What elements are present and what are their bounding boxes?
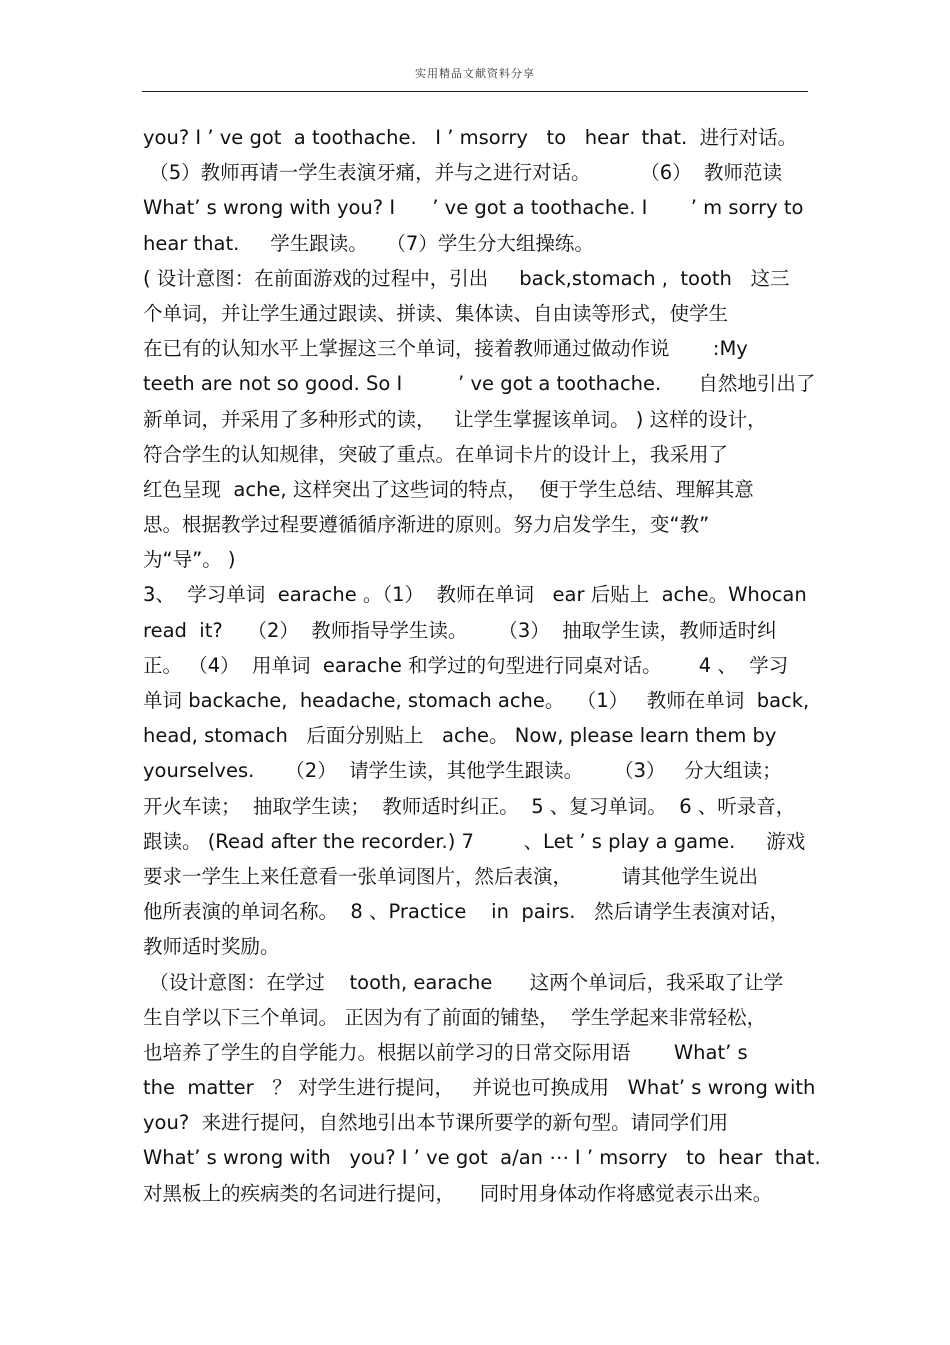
body-text <box>143 120 821 1211</box>
text-line: 个单词，并让学生通过跟读、拼读、集体读、自由读等形式，使学生 <box>143 301 729 325</box>
text-line: 为“导”。 ) <box>143 548 236 572</box>
text-line: 对黑板上的疾病类的名词进行提问， 同时用身体动作将感觉表示出来。 <box>143 1181 773 1205</box>
text-line: 要求一学生上来任意看一张单词图片，然后表演， 请其他学生说出 <box>143 864 759 888</box>
text-line: hear that. 学生跟读。 （7）学生分大组操练。 <box>143 231 594 255</box>
text-line: the matter ？ 对学生进行提问， 并说也可换成用 What’ s wrong with <box>143 1076 816 1100</box>
text-line: head, stomach 后面分别贴上 ache。 Now, please learn them by <box>143 724 777 748</box>
text-line: 红色呈现 ache, 这样突出了这些词的特点， 便于学生总结、理解其意 <box>143 477 754 501</box>
text-line: 生自学以下三个单词。 正因为有了前面的铺垫， 学生学起来非常轻松， <box>143 1005 767 1029</box>
header-divider <box>142 91 808 92</box>
text-line: yourselves. （2） 请学生读，其他学生跟读。 （3） 分大组读； <box>143 759 782 783</box>
text-line: 单词 backache, headache, stomach ache。 （1） 教师在单词 back, <box>143 689 810 712</box>
text-line: 开火车读； 抽取学生读； 教师适时纠正。 5 、复习单词。 6 、听录音， <box>143 794 796 818</box>
text-line: 符合学生的认知规律，突破了重点。在单词卡片的设计上，我采用了 <box>143 442 729 466</box>
text-line: 正。 （4） 用单词 earache 和学过的句型进行同桌对话。 4 、 学习 <box>143 653 789 677</box>
text-line: （5）教师再请一学生表演牙痛，并与之进行对话。 （6） 教师范读 <box>143 161 782 185</box>
text-line: you? 来进行提问，自然地引出本节课所要学的新句型。请同学们用 <box>143 1111 729 1135</box>
text-line: 他所表演的单词名称。 8 、Practice in pairs. 然后请学生表演对话， <box>143 900 790 924</box>
text-line: 思。根据教学过程要遵循循序渐进的原则。努力启发学生，变“教” <box>143 513 710 537</box>
text-line: （设计意图：在学过 tooth, earache 这两个单词后，我采取了让学 <box>143 970 784 994</box>
text-line: teeth are not so good. So I ’ ve got a toothache. 自然地引出了 <box>143 372 816 396</box>
text-line: 跟读。 (Read after the recorder.) 7 、Let ’ s play a game. 游戏 <box>143 829 806 853</box>
page-header-title: 实用精品文献资料分享 <box>415 67 535 80</box>
text-line: you? I ’ ve got a toothache. I ’ msorry to hear that. 进行对话。 <box>143 126 798 149</box>
text-line: 新单词，并采用了多种形式的读， 让学生掌握该单词。 ) 这样的设计， <box>143 407 767 431</box>
text-line: What’ s wrong with you? I ’ ve got a toothache. I ’ m sorry to <box>143 196 804 220</box>
text-line: 3、 学习单词 earache 。（1） 教师在单词 ear 后贴上 ache。Whocan <box>143 583 807 607</box>
text-line: 在已有的认知水平上掌握这三个单词，接着教师通过做动作说 :My <box>143 337 748 361</box>
text-line: 也培养了学生的自学能力。根据以前学习的日常交际用语 What’ s <box>143 1040 748 1064</box>
text-line: ( 设计意图：在前面游戏的过程中，引出 back,stomach , tooth 这三 <box>143 266 790 290</box>
text-line: read it? （2） 教师指导学生读。 （3） 抽取学生读，教师适时纠 <box>143 618 777 642</box>
text-line: What’ s wrong with you? I ’ ve got a/an ⋯ I ’ msorry to hear that. <box>143 1146 821 1170</box>
text-line: 教师适时奖励。 <box>143 935 280 959</box>
